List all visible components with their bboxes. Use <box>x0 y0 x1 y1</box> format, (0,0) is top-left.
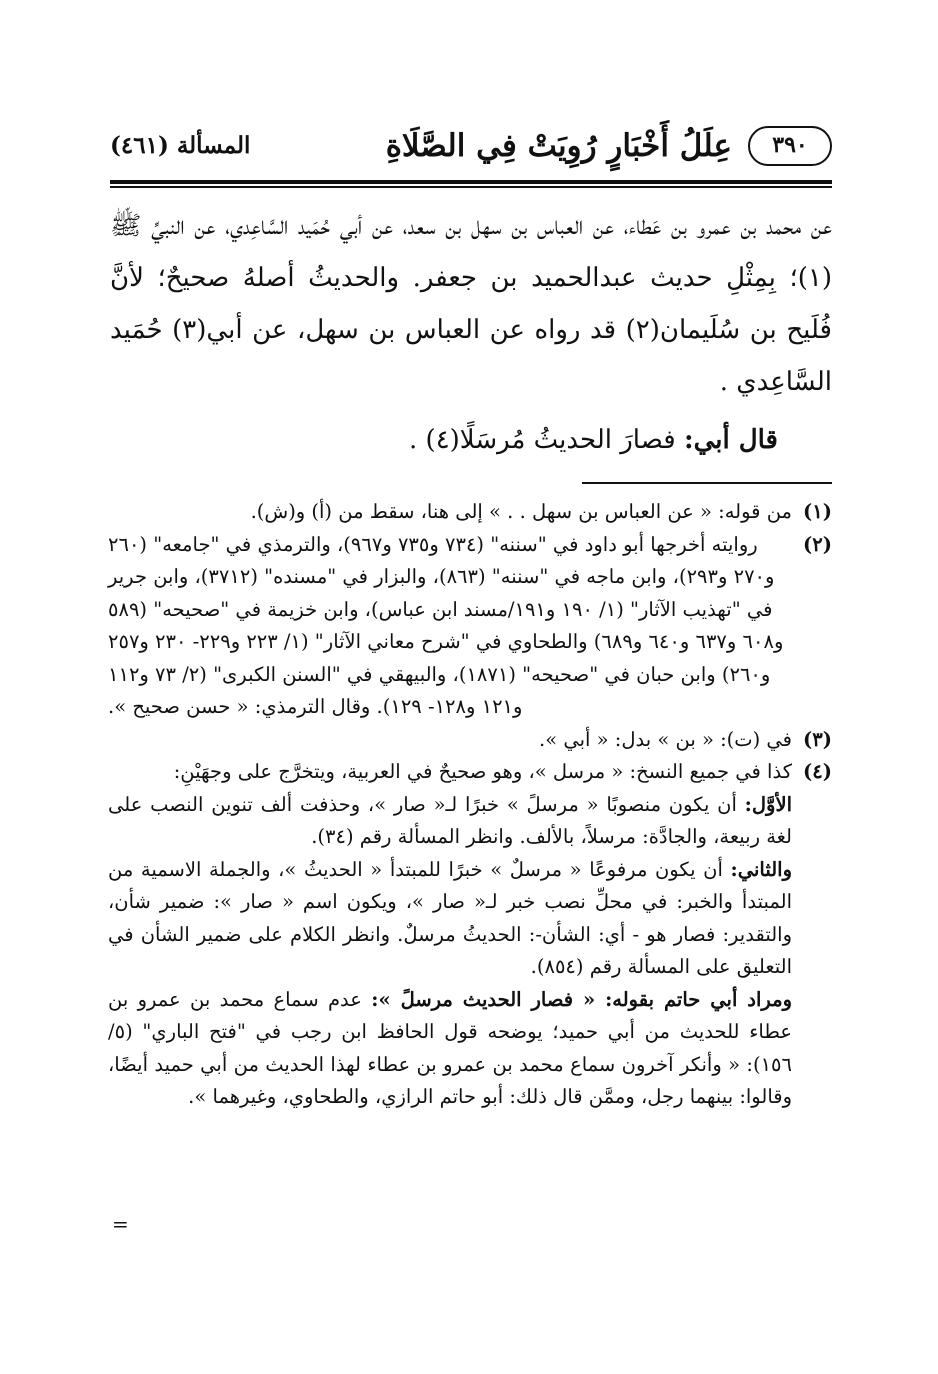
abi-statement <box>110 414 832 466</box>
main-text <box>110 200 832 466</box>
footnote-1 <box>108 496 832 529</box>
footnote-number: (٢) <box>803 532 832 556</box>
continuation-mark: = <box>112 1212 129 1236</box>
footnote-number: (١) <box>803 500 832 523</box>
footnote-text: أن يكون مرفوعًا « مرسلٌ » خبرًا للمبتدأ « الحديثُ »، والجملة الاسمية من المبتدأ والخبر: في محلِّ نصب خبر لـ« صار »، ويكون اسم « صار »: ضمير شأن، والتقدير: فصار هو - أي: الشأن-: الحديثُ مرسلٌ. وانظر الكلام على ضمير الشأن في التعليق على المسألة رقم (٨٥٤). <box>108 857 792 978</box>
footnote-number: (٣) <box>803 727 832 751</box>
footnote-subparagraph <box>108 984 792 1114</box>
footnote-4 <box>108 756 832 1114</box>
abi-label: قال أبي: <box>683 425 778 455</box>
footnote-3 <box>108 724 832 757</box>
footnote-separator <box>582 482 832 484</box>
footnote-text: روايته أخرجها أبو داود في "سننه" (٧٣٤ و٧٣٥ و٩٦٧)، والترمذي في "جامعه" (٢٦٠ و٢٧٠ و٢٩٣)، وابن ماجه في "سننه" (٨٦٣)، والبزار في "مسنده" (٣٧١٢)، وابن جرير في "تهذيب الآثار" (١/ ١٩٠ و١٩١/مسند ابن عباس)، وابن خزيمة في "صحيحه" (٥٨٩ و٦٠٨ و٦٣٧ و٦٤٠ و٦٨٩) والطحاوي في "شرح معاني الآثار" (١/ ٢٢٣ و٢٢٩- ٢٣٠ و٢٥٧ و٢٦٠) وابن حبان في "صحيحه" (١٨٧١)، والبيهقي في "السنن الكبرى" (٢/ ٧٣ و١١٢ و١٢١ و١٢٨- ١٢٩). وقال الترمذي: « حسن صحيح ». <box>108 532 784 718</box>
header-rule-thick <box>110 180 832 184</box>
footnote-number: (٤) <box>803 760 832 783</box>
page-number: ٣٩٠ <box>748 126 832 166</box>
footnote-lead: الأوَّل: <box>744 792 792 816</box>
footnote-text: كذا في جميع النسخ: « مرسل »، وهو صحيحٌ في العربية، ويتخرَّج على وجهَيْنِ: <box>173 760 792 783</box>
abi-text: فصارَ الحديثُ مُرسَلًا(٤) . <box>409 425 676 455</box>
book-title: عِلَلُ أَخْبَارٍ رُوِيَتْ فِي الصَّلَاةِ <box>385 128 732 164</box>
header-rule-thin <box>110 186 832 188</box>
footnote-text: أن يكون منصوبًا « مرسلً » خبرًا لـ« صار »، وحذفت ألف تنوين النصب على لغة ربيعة، والجادَّة: مرسلاً، بالألف. وانظر المسألة رقم (٣٤). <box>108 792 792 848</box>
footnote-lead: والثاني: <box>730 857 793 881</box>
footnote-text: عدم سماع محمد بن عمرو بن عطاء للحديث من أبي حميد؛ يوضحه قول الحافظ ابن رجب في "فتح الباري" (٥/ ١٥٦): « وأنكر آخرون سماع محمد بن عمرو بن عطاء لهذا الحديث من أبي حميد أيضًا، وقالوا: بينهما رجل، وممَّن قال ذلك: أبو حاتم الرازي، والطحاوي، وغيرهما ». <box>108 987 792 1108</box>
footnote-subparagraph <box>108 854 792 984</box>
footnote-2 <box>108 529 832 724</box>
footnote-text: من قوله: « عن العباس بن سهل . . » إلى هنا، سقط من (أ) و(ش). <box>250 500 792 523</box>
footnotes <box>108 496 832 1114</box>
footnote-lead: ومراد أبي حاتم بقوله: « فصار الحديث مرسلً »: <box>371 987 792 1011</box>
main-paragraph: عن محمد بن عمرو بن عَطاء، عن العباس بن سهل بن سعد، عن أبي حُمَيد السَّاعِدي، عن النبيِّ ﷺ (١)؛ بِمِثْلِ حديث عبدالحميد بن جعفر. والحديثُ أصلهُ صحيحٌ؛ لأنَّ فُلَيح بن سُلَيمان(٢) قد رواه عن العباس بن سهل، عن أبي(٣) حُمَيد السَّاعِدي . <box>110 211 832 397</box>
footnote-text: في (ت): « بن » بدل: « أبي ». <box>539 727 792 751</box>
footnote-subparagraph <box>108 789 792 854</box>
issue-label: المسألة (٤٦١) <box>110 132 251 159</box>
running-header <box>110 122 832 174</box>
